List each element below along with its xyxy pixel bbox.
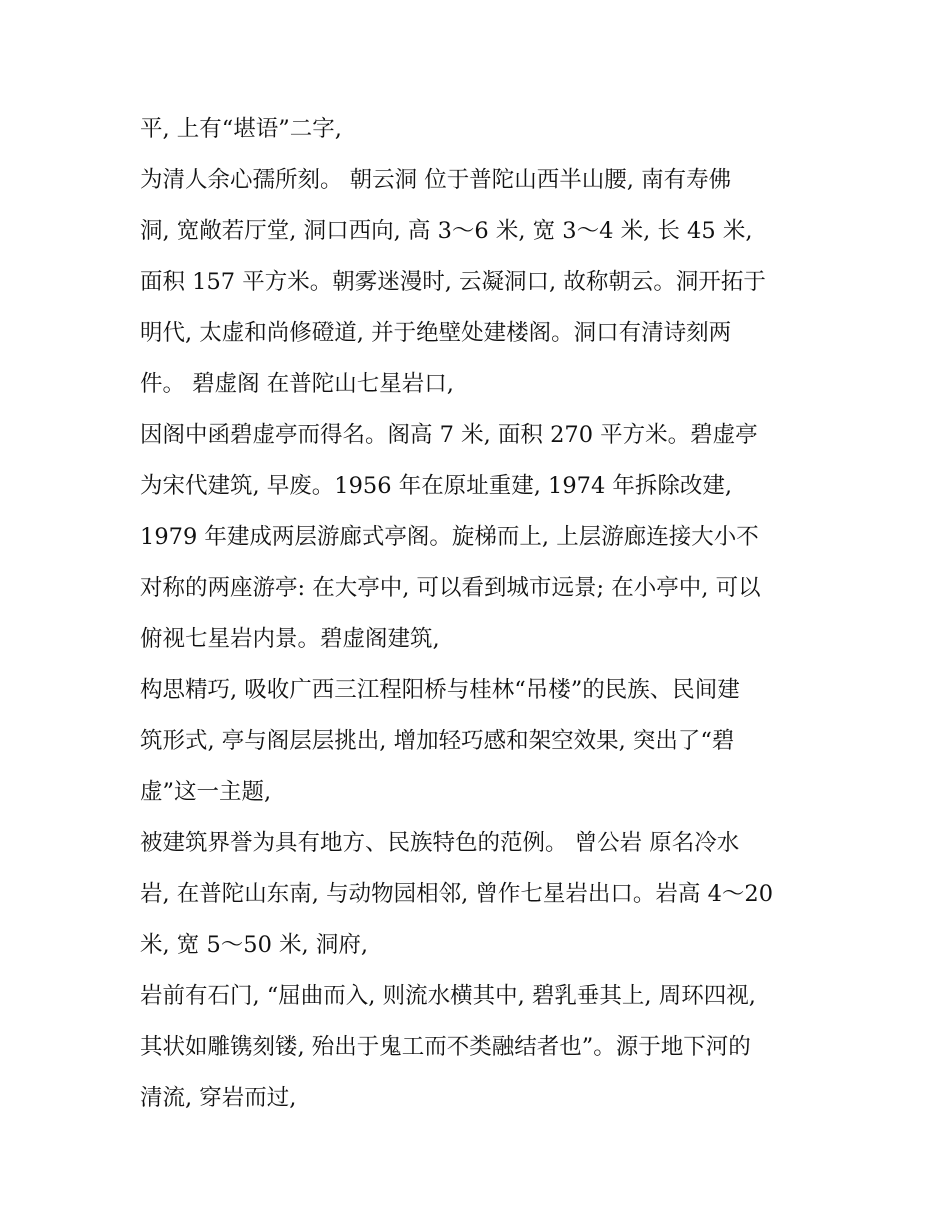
document-body — [140, 112, 830, 1132]
text-line: 对称的两座游亭: 在大亭中, 可以看到城市远景; 在小亭中, 可以 — [140, 575, 761, 601]
text-line: 筑形式, 亭与阁层层挑出, 增加轻巧感和架空效果, 突出了“碧 — [140, 728, 735, 754]
text-line: 1979 年建成两层游廊式亭阁。旋梯而上, 上层游廊连接大小不 — [140, 524, 759, 550]
text-line: 洞, 宽敞若厅堂, 洞口西向, 高 3～6 米, 宽 3～4 米, 长 45 米, — [140, 218, 753, 244]
text-line: 俯视七星岩内景。碧虚阁建筑, — [140, 626, 440, 652]
text-line: 虚”这一主题, — [140, 779, 272, 805]
text-line: 平, 上有“堪语”二字, — [140, 116, 342, 142]
text-line: 因阁中函碧虚亭而得名。阁高 7 米, 面积 270 平方米。碧虚亭 — [140, 422, 758, 448]
text-line: 为宋代建筑, 早废。1956 年在原址重建, 1974 年拆除改建, — [140, 473, 733, 499]
text-line: 被建筑界誉为具有地方、民族特色的范例。 曾公岩 原名冷水 — [140, 830, 740, 856]
text-line: 岩前有石门, “屈曲而入, 则流水横其中, 碧乳垂其上, 周环四视, — [140, 983, 756, 1009]
text-line: 构思精巧, 吸收广西三江程阳桥与桂林“吊楼”的民族、民间建 — [140, 677, 740, 703]
text-line: 明代, 太虚和尚修磴道, 并于绝壁处建楼阁。洞口有清诗刻两 — [140, 320, 732, 346]
text-line: 岩, 在普陀山东南, 与动物园相邻, 曾作七星岩出口。岩高 4～20 — [140, 881, 774, 907]
text-line: 清流, 穿岩而过, — [140, 1085, 297, 1111]
text-line: 面积 157 平方米。朝雾迷漫时, 云凝洞口, 故称朝云。洞开拓于 — [140, 269, 766, 295]
text-line: 件。 碧虚阁 在普陀山七星岩口, — [140, 371, 454, 397]
text-line: 为清人余心孺所刻。 朝云洞 位于普陀山西半山腰, 南有寿佛 — [140, 167, 732, 193]
text-line: 米, 宽 5～50 米, 洞府, — [140, 932, 369, 958]
text-line: 其状如雕镌刻镂, 殆出于鬼工而不类融结者也”。源于地下河的 — [140, 1034, 751, 1060]
